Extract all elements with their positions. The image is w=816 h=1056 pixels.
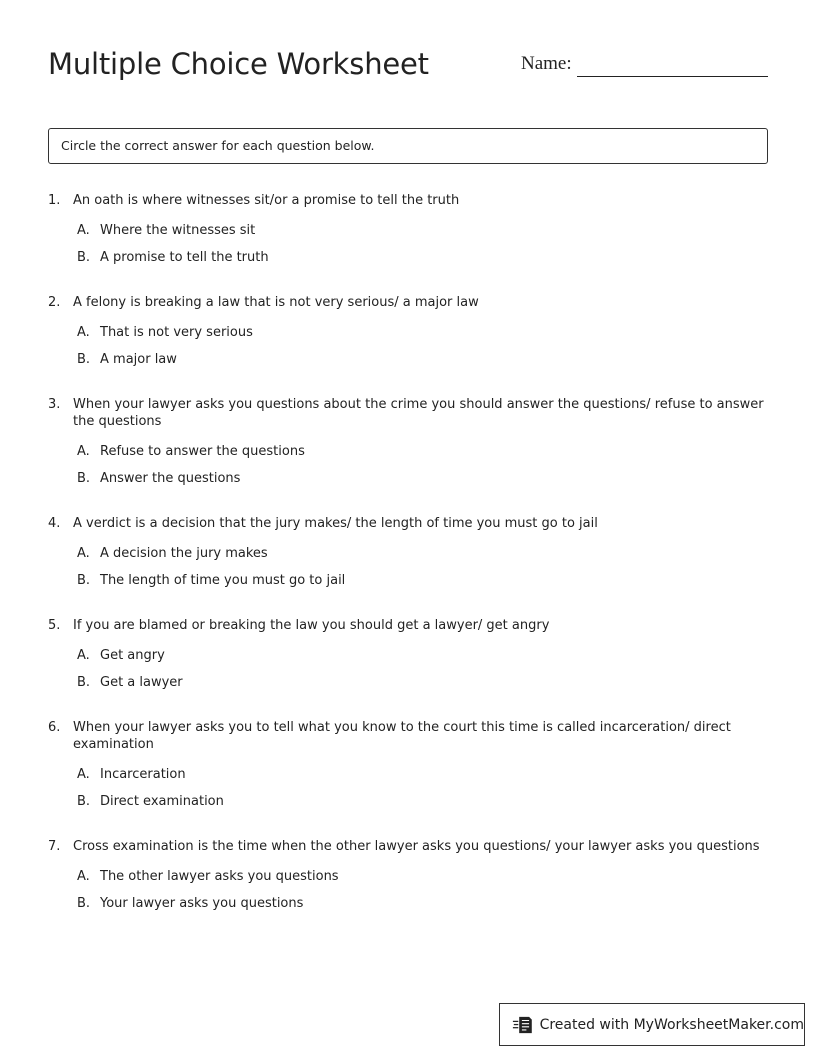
option-letter: A. bbox=[77, 648, 90, 663]
option-text: A major law bbox=[100, 351, 177, 367]
question-text: Cross examination is the time when the other lawyer asks you questions/ your lawyer asks you questions bbox=[73, 839, 760, 854]
answer-options bbox=[48, 766, 768, 819]
option-letter: B. bbox=[77, 895, 91, 911]
option-text: Your lawyer asks you questions bbox=[100, 895, 304, 911]
worksheet-maker-logo-icon bbox=[512, 1014, 534, 1036]
answer-option-b[interactable] bbox=[48, 793, 768, 820]
option-letter: A. bbox=[77, 223, 90, 238]
answer-option-a[interactable] bbox=[48, 766, 768, 793]
option-text: Get a lawyer bbox=[100, 674, 183, 690]
name-blank-line bbox=[577, 76, 768, 77]
name-field bbox=[521, 53, 769, 79]
answer-option-b[interactable] bbox=[48, 895, 768, 922]
option-text: Where the witnesses sit bbox=[100, 223, 256, 238]
question-number: 5. bbox=[48, 618, 61, 633]
answer-option-a[interactable] bbox=[48, 868, 768, 895]
footer-text: Created with MyWorksheetMaker.com bbox=[539, 1016, 804, 1033]
question-list bbox=[48, 192, 768, 940]
option-letter: B. bbox=[77, 674, 91, 690]
question-number: 2. bbox=[48, 295, 61, 310]
option-text: Refuse to answer the questions bbox=[100, 444, 305, 459]
footer-badge[interactable] bbox=[499, 1003, 805, 1046]
answer-options bbox=[48, 647, 768, 700]
answer-option-a[interactable] bbox=[48, 222, 768, 249]
option-letter: A. bbox=[77, 444, 90, 459]
answer-option-b[interactable] bbox=[48, 674, 768, 701]
question-item bbox=[48, 294, 768, 377]
question-text: When your lawyer asks you to tell what you know to the court this time is called incarceration/ direct examination bbox=[73, 720, 731, 752]
answer-options bbox=[48, 324, 768, 377]
answer-option-a[interactable] bbox=[48, 647, 768, 674]
option-text: The length of time you must go to jail bbox=[100, 572, 346, 588]
option-text: Get angry bbox=[100, 648, 165, 663]
question-text: An oath is where witnesses sit/or a promise to tell the truth bbox=[73, 193, 460, 208]
question-text: A felony is breaking a law that is not very serious/ a major law bbox=[73, 295, 479, 310]
option-text: A decision the jury makes bbox=[100, 546, 268, 561]
answer-option-b[interactable] bbox=[48, 351, 768, 378]
question-number: 4. bbox=[48, 516, 61, 531]
question-item bbox=[48, 719, 768, 819]
answer-options bbox=[48, 443, 768, 496]
question-number: 1. bbox=[48, 193, 61, 208]
answer-option-b[interactable] bbox=[48, 572, 768, 599]
option-letter: A. bbox=[77, 546, 90, 561]
option-text: The other lawyer asks you questions bbox=[100, 869, 339, 884]
question-item bbox=[48, 396, 768, 496]
answer-option-a[interactable] bbox=[48, 324, 768, 351]
option-letter: B. bbox=[77, 470, 91, 486]
option-text: Direct examination bbox=[100, 793, 224, 809]
option-letter: A. bbox=[77, 869, 90, 884]
option-text: That is not very serious bbox=[100, 325, 253, 340]
option-text: Answer the questions bbox=[100, 470, 241, 486]
instructions-text: Circle the correct answer for each question below. bbox=[61, 138, 375, 153]
question-item bbox=[48, 192, 768, 275]
answer-options bbox=[48, 868, 768, 921]
answer-option-a[interactable] bbox=[48, 545, 768, 572]
answer-options bbox=[48, 222, 768, 275]
name-label: Name: bbox=[521, 53, 572, 74]
answer-option-b[interactable] bbox=[48, 249, 768, 276]
instructions-box bbox=[48, 128, 768, 164]
question-number: 3. bbox=[48, 397, 61, 412]
option-letter: A. bbox=[77, 325, 90, 340]
option-letter: B. bbox=[77, 249, 91, 265]
question-number: 7. bbox=[48, 839, 61, 854]
answer-options bbox=[48, 545, 768, 598]
question-item bbox=[48, 515, 768, 598]
option-letter: B. bbox=[77, 351, 91, 367]
answer-option-a[interactable] bbox=[48, 443, 768, 470]
option-text: Incarceration bbox=[100, 767, 186, 782]
worksheet-title: Multiple Choice Worksheet bbox=[48, 47, 429, 81]
question-text: When your lawyer asks you questions about the crime you should answer the questions/ refuse to answer the questions bbox=[73, 397, 764, 429]
answer-option-b[interactable] bbox=[48, 470, 768, 497]
question-number: 6. bbox=[48, 720, 61, 735]
question-item bbox=[48, 617, 768, 700]
question-text: If you are blamed or breaking the law you should get a lawyer/ get angry bbox=[73, 618, 550, 633]
option-letter: B. bbox=[77, 793, 91, 809]
option-text: A promise to tell the truth bbox=[100, 249, 269, 265]
option-letter: A. bbox=[77, 767, 90, 782]
question-text: A verdict is a decision that the jury makes/ the length of time you must go to jail bbox=[73, 516, 598, 531]
question-item bbox=[48, 838, 768, 921]
option-letter: B. bbox=[77, 572, 91, 588]
